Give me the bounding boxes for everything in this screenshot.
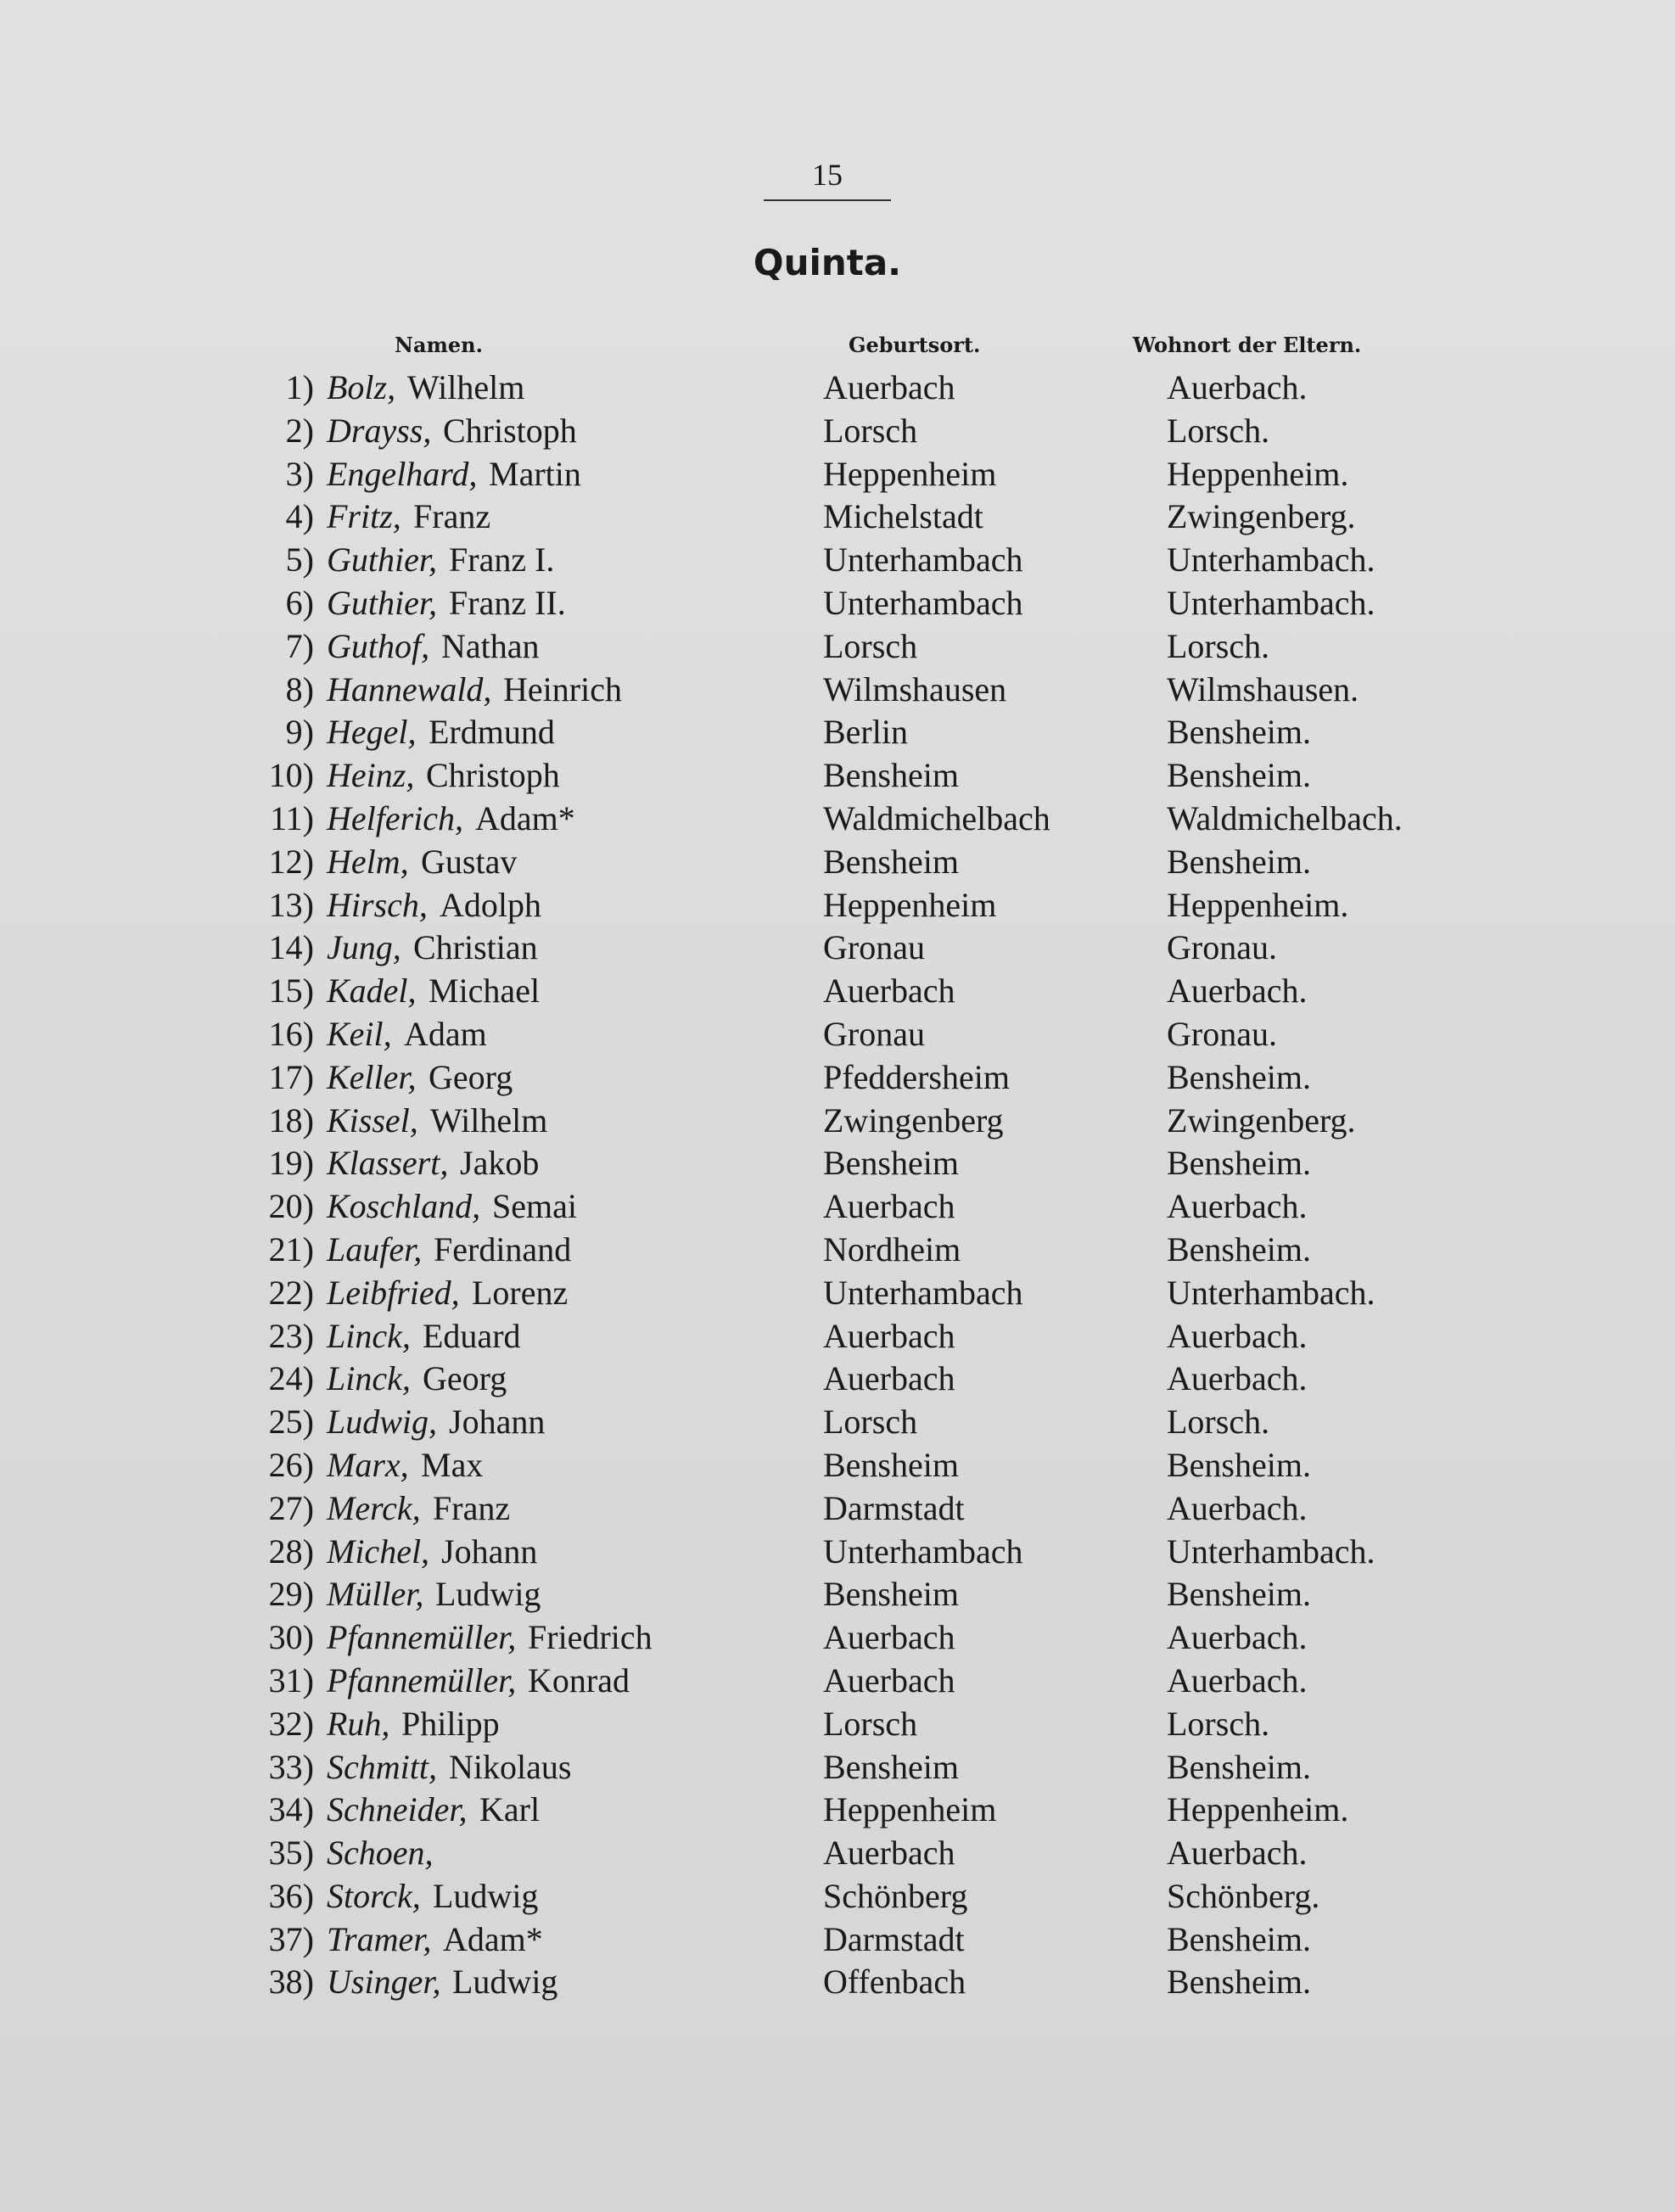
row-number: 31) [268,1660,314,1700]
parents-residence-cell: Auerbach. [1167,1660,1308,1700]
table-row [0,841,1675,884]
student-given-name: Gustav [421,842,518,881]
parents-residence-cell: Auerbach. [1167,368,1308,406]
student-surname: Hegel, [327,713,417,752]
student-given-name: Christoph [443,411,577,450]
parents-residence-cell: Gronau. [1167,1014,1277,1053]
parents-residence-cell: Unterhambach. [1167,1273,1375,1312]
student-surname: Pfannemüller, [327,1618,517,1657]
student-surname: Pfannemüller, [327,1660,517,1700]
birthplace-cell: Heppenheim [823,885,997,924]
parents-residence-cell: Bensheim. [1167,713,1311,752]
row-number: 21) [268,1229,314,1268]
birthplace-cell: Auerbach [823,1187,955,1226]
birthplace-cell: Unterhambach [823,1532,1023,1571]
birthplace-cell: Lorsch [823,626,918,665]
birthplace-cell: Bensheim [823,1575,959,1614]
column-header-parents-residence: Wohnort der Eltern. [1133,333,1362,357]
birthplace-cell: Lorsch [823,1403,918,1442]
table-row [0,1142,1675,1185]
birthplace-cell: Bensheim [823,1445,959,1484]
table-row [0,1229,1675,1272]
table-row [0,625,1675,669]
student-given-name: Michael [429,972,541,1011]
birthplace-cell: Michelstadt [823,497,983,536]
student-given-name: Franz I. [449,540,555,580]
table-row [0,1315,1675,1358]
birthplace-cell: Darmstadt [823,1919,965,1958]
student-surname: Storck, [327,1876,421,1915]
row-number: 7) [285,626,314,665]
parents-residence-cell: Heppenheim. [1167,1790,1349,1829]
student-surname: Drayss, [327,411,432,450]
student-surname: Tramer, [327,1919,432,1958]
row-number: 9) [285,713,314,752]
birthplace-cell: Gronau [823,928,925,967]
table-row [0,754,1675,798]
parents-residence-cell: Bensheim. [1167,1963,1311,2002]
parents-residence-cell: Heppenheim. [1167,885,1349,924]
row-number: 25) [268,1403,314,1442]
student-given-name: Adam [404,1014,487,1053]
table-row [0,1573,1675,1616]
row-number: 23) [268,1316,314,1355]
birthplace-cell: Auerbach [823,1660,955,1700]
row-number: 22) [268,1273,314,1312]
parents-residence-cell: Wilmshausen. [1167,669,1359,708]
row-number: 33) [268,1747,314,1786]
student-surname: Keller, [327,1057,417,1096]
parents-residence-cell: Bensheim. [1167,842,1311,881]
row-number: 18) [268,1100,314,1140]
parents-residence-cell: Auerbach. [1167,1359,1308,1398]
student-surname: Hannewald, [327,669,492,708]
birthplace-cell: Bensheim [823,842,959,881]
row-number: 16) [268,1014,314,1053]
table-row [0,1875,1675,1918]
birthplace-cell: Unterhambach [823,540,1023,580]
parents-residence-cell: Lorsch. [1167,411,1270,450]
parents-residence-cell: Unterhambach. [1167,1532,1375,1571]
birthplace-cell: Bensheim [823,756,959,795]
table-row [0,1789,1675,1832]
birthplace-cell: Schönberg [823,1876,968,1915]
parents-residence-cell: Auerbach. [1167,1316,1308,1355]
student-surname: Laufer, [327,1229,423,1268]
birthplace-cell: Pfeddersheim [823,1057,1010,1096]
table-row [0,496,1675,539]
row-number: 32) [268,1704,314,1743]
row-number: 20) [268,1187,314,1226]
birthplace-cell: Unterhambach [823,1273,1023,1312]
table-row [0,453,1675,496]
row-number: 3) [285,454,314,493]
birthplace-cell: Auerbach [823,368,955,406]
parents-residence-cell: Bensheim. [1167,1445,1311,1484]
table-row [0,1358,1675,1401]
table-row [0,927,1675,970]
parents-residence-cell: Bensheim. [1167,1575,1311,1614]
table-row [0,884,1675,927]
student-surname: Leibfried, [327,1273,460,1312]
birthplace-cell: Offenbach [823,1963,966,2002]
birthplace-cell: Wilmshausen [823,669,1007,708]
parents-residence-cell: Bensheim. [1167,1144,1311,1183]
parents-residence-cell: Unterhambach. [1167,540,1375,580]
parents-residence-cell: Bensheim. [1167,1229,1311,1268]
student-surname: Heinz, [327,756,415,795]
student-given-name: Philipp [401,1704,500,1743]
student-given-name: Ferdinand [434,1229,572,1268]
parents-residence-cell: Auerbach. [1167,1488,1308,1527]
student-given-name: Johann [441,1532,538,1571]
student-surname: Müller, [327,1575,424,1614]
student-given-name: Georg [429,1057,513,1096]
student-surname: Fritz, [327,497,401,536]
student-surname: Jung, [327,928,401,967]
row-number: 38) [268,1963,314,2002]
student-surname: Kadel, [327,972,417,1011]
student-given-name: Franz [413,497,491,536]
parents-residence-cell: Bensheim. [1167,1057,1311,1096]
row-number: 19) [268,1144,314,1183]
student-given-name: Karl [479,1790,541,1829]
table-row [0,1444,1675,1487]
table-row [0,1832,1675,1875]
student-given-name: Heinrich [503,669,622,708]
table-row [0,1185,1675,1229]
table-row [0,970,1675,1013]
student-given-name: Erdmund [429,713,555,752]
table-row [0,1961,1675,2004]
student-given-name: Eduard [423,1316,521,1355]
row-number: 4) [285,497,314,536]
parents-residence-cell: Bensheim. [1167,1919,1311,1958]
birthplace-cell: Auerbach [823,972,955,1011]
parents-residence-cell: Schönberg. [1167,1876,1320,1915]
student-surname: Kissel, [327,1100,418,1140]
row-number: 13) [268,885,314,924]
birthplace-cell: Auerbach [823,1316,955,1355]
student-given-name: Franz [433,1488,511,1527]
birthplace-cell: Darmstadt [823,1488,965,1527]
parents-residence-cell: Lorsch. [1167,1704,1270,1743]
row-number: 6) [285,583,314,622]
table-row [0,367,1675,410]
student-surname: Schoen, [327,1834,434,1873]
table-row [0,582,1675,625]
student-given-name: Konrad [528,1660,630,1700]
parents-residence-cell: Waldmichelbach. [1167,798,1403,837]
parents-residence-cell: Auerbach. [1167,1834,1308,1873]
row-number: 34) [268,1790,314,1829]
table-row [0,1056,1675,1100]
table-row [0,1487,1675,1531]
student-given-name: Ludwig [452,1963,558,2002]
parents-residence-cell: Auerbach. [1167,1618,1308,1657]
row-number: 11) [270,798,314,837]
parents-residence-cell: Unterhambach. [1167,583,1375,622]
birthplace-cell: Unterhambach [823,583,1023,622]
row-number: 14) [268,928,314,967]
student-surname: Hirsch, [327,885,428,924]
student-given-name: Franz II. [449,583,566,622]
student-given-name: Max [421,1445,484,1484]
row-number: 24) [268,1359,314,1398]
table-row [0,1401,1675,1444]
student-given-name: Christoph [426,756,560,795]
student-surname: Helferich, [327,798,464,837]
student-given-name: Georg [423,1359,507,1398]
student-surname: Merck, [327,1488,421,1527]
student-surname: Schmitt, [327,1747,437,1786]
birthplace-cell: Auerbach [823,1834,955,1873]
parents-residence-cell: Lorsch. [1167,1403,1270,1442]
student-surname: Keil, [327,1014,392,1053]
birthplace-cell: Heppenheim [823,454,997,493]
student-surname: Bolz, [327,368,396,406]
student-table [0,367,1675,2004]
student-surname: Linck, [327,1316,411,1355]
student-given-name: Martin [489,454,581,493]
student-given-name: Jakob [460,1144,540,1183]
student-surname: Marx, [327,1445,409,1484]
student-surname: Schneider, [327,1790,468,1829]
row-number: 15) [268,972,314,1011]
birthplace-cell: Gronau [823,1014,925,1053]
birthplace-cell: Auerbach [823,1359,955,1398]
student-given-name: Adam* [475,798,575,837]
table-row [0,1918,1675,1962]
student-given-name: Johann [449,1403,546,1442]
table-row [0,669,1675,712]
student-given-name: Nikolaus [449,1747,572,1786]
student-given-name: Adam* [443,1919,543,1958]
row-number: 30) [268,1618,314,1657]
table-row [0,1272,1675,1315]
student-surname: Ruh, [327,1704,390,1743]
student-surname: Koschland, [327,1187,481,1226]
parents-residence-cell: Auerbach. [1167,1187,1308,1226]
row-number: 2) [285,411,314,450]
table-row [0,539,1675,582]
student-given-name: Friedrich [528,1618,653,1657]
row-number: 10) [268,756,314,795]
student-surname: Guthier, [327,583,437,622]
table-row [0,1100,1675,1143]
birthplace-cell: Auerbach [823,1618,955,1657]
student-given-name: Nathan [441,626,540,665]
parents-residence-cell: Zwingenberg. [1167,1100,1356,1140]
row-number: 12) [268,842,314,881]
birthplace-cell: Bensheim [823,1144,959,1183]
student-given-name: Ludwig [435,1575,541,1614]
student-given-name: Adolph [440,885,541,924]
parents-residence-cell: Bensheim. [1167,756,1311,795]
student-given-name: Lorenz [472,1273,569,1312]
parents-residence-cell: Zwingenberg. [1167,497,1356,536]
student-surname: Klassert, [327,1144,449,1183]
student-surname: Usinger, [327,1963,441,2002]
birthplace-cell: Heppenheim [823,1790,997,1829]
birthplace-cell: Berlin [823,713,908,752]
row-number: 1) [285,368,314,406]
student-given-name: Semai [492,1187,577,1226]
student-surname: Helm, [327,842,409,881]
parents-residence-cell: Auerbach. [1167,972,1308,1011]
student-surname: Ludwig, [327,1403,438,1442]
table-row [0,1531,1675,1574]
row-number: 5) [285,540,314,580]
student-given-name: Wilhelm [407,368,525,406]
section-title: Quinta. [753,242,902,283]
row-number: 29) [268,1575,314,1614]
student-given-name: Wilhelm [430,1100,548,1140]
student-surname: Guthier, [327,540,437,580]
row-number: 8) [285,669,314,708]
birthplace-cell: Lorsch [823,1704,918,1743]
page-number: 15 [812,158,843,192]
row-number: 26) [268,1445,314,1484]
birthplace-cell: Zwingenberg [823,1100,1004,1140]
table-row [0,1703,1675,1746]
table-row [0,1660,1675,1703]
birthplace-cell: Lorsch [823,411,918,450]
table-row [0,410,1675,453]
row-number: 27) [268,1488,314,1527]
parents-residence-cell: Gronau. [1167,928,1277,967]
student-surname: Guthof, [327,626,430,665]
parents-residence-cell: Lorsch. [1167,626,1270,665]
row-number: 36) [268,1876,314,1915]
table-row [0,1746,1675,1789]
birthplace-cell: Waldmichelbach [823,798,1050,837]
row-number: 37) [268,1919,314,1958]
table-row [0,1616,1675,1660]
student-given-name: Ludwig [433,1876,539,1915]
table-row [0,711,1675,754]
row-number: 28) [268,1532,314,1571]
student-given-name: Christian [413,928,538,967]
student-surname: Michel, [327,1532,430,1571]
row-number: 17) [268,1057,314,1096]
parents-residence-cell: Heppenheim. [1167,454,1349,493]
page-number-rule [764,199,891,201]
birthplace-cell: Nordheim [823,1229,961,1268]
table-row [0,1013,1675,1056]
row-number: 35) [268,1834,314,1873]
column-header-birthplace: Geburtsort. [849,333,981,357]
parents-residence-cell: Bensheim. [1167,1747,1311,1786]
student-surname: Engelhard, [327,454,478,493]
column-header-name: Namen. [395,333,483,357]
table-row [0,798,1675,841]
birthplace-cell: Bensheim [823,1747,959,1786]
student-surname: Linck, [327,1359,411,1398]
